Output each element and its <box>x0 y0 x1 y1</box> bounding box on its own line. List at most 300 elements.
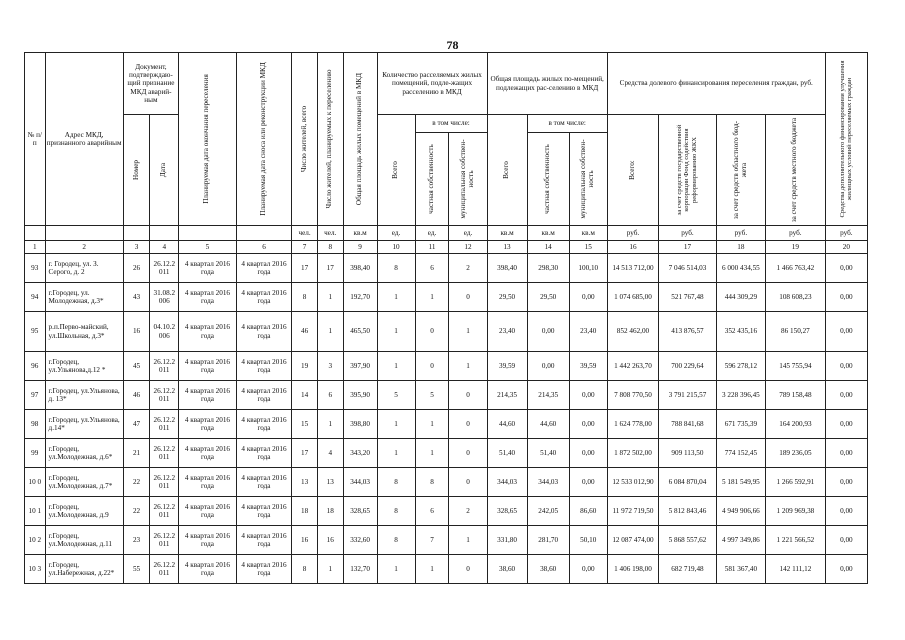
row-area-total: 395,90 <box>343 381 377 410</box>
row-rooms-municipal: 1 <box>449 312 487 352</box>
resettlement-table <box>24 52 868 584</box>
row-fin-total: 12 087 474,00 <box>607 526 658 555</box>
row-residents-planned: 1 <box>317 555 343 584</box>
row-number: 10 0 <box>25 468 46 497</box>
row-doc-number: 43 <box>123 283 150 312</box>
row-fin-fund: 7 046 514,03 <box>659 254 717 283</box>
row-fin-local: 789 158,48 <box>766 381 826 410</box>
row-area-private: 38,60 <box>527 555 569 584</box>
unit-cell: кв.м <box>569 226 607 241</box>
row-doc-date: 26.12.2 011 <box>150 468 179 497</box>
row-area-sub-total: 214,35 <box>487 381 527 410</box>
row-area-total: 132,70 <box>343 555 377 584</box>
row-planned-resettle: 4 квартал 2016 года <box>179 468 237 497</box>
header-extra-funding: Средства дополнительного финансирования улучшения жилищных условий переселяемых граждан <box>825 53 867 226</box>
row-doc-date: 26.12.2 011 <box>150 254 179 283</box>
row-planned-demolish: 4 квартал 2016 года <box>236 410 292 439</box>
row-planned-demolish: 4 квартал 2016 года <box>236 555 292 584</box>
row-fin-local: 1 466 763,42 <box>766 254 826 283</box>
row-rooms-private: 1 <box>415 555 449 584</box>
row-planned-resettle: 4 квартал 2016 года <box>179 283 237 312</box>
row-rooms-municipal: 0 <box>449 468 487 497</box>
row-area-municipal: 86,60 <box>569 497 607 526</box>
column-number: 11 <box>415 241 449 254</box>
row-area-municipal: 50,10 <box>569 526 607 555</box>
row-area-private: 0,00 <box>527 352 569 381</box>
row-rooms-private: 1 <box>415 439 449 468</box>
row-number: 97 <box>25 381 46 410</box>
unit-cell: руб. <box>716 226 765 241</box>
row-doc-date: 26.12.2 011 <box>150 555 179 584</box>
row-rooms-total: 1 <box>377 352 415 381</box>
row-fin-extra: 0,00 <box>825 410 867 439</box>
row-fin-regional: 352 435,16 <box>716 312 765 352</box>
row-doc-number: 46 <box>123 381 150 410</box>
row-rooms-private: 7 <box>415 526 449 555</box>
unit-cell <box>179 226 237 241</box>
row-area-private: 0,00 <box>527 312 569 352</box>
row-fin-fund: 521 767,48 <box>659 283 717 312</box>
column-number: 13 <box>487 241 527 254</box>
row-doc-number: 21 <box>123 439 150 468</box>
row-rooms-private: 6 <box>415 254 449 283</box>
row-rooms-total: 1 <box>377 283 415 312</box>
row-planned-resettle: 4 квартал 2016 года <box>179 381 237 410</box>
unit-cell <box>236 226 292 241</box>
row-residents-total: 8 <box>292 283 318 312</box>
row-number: 98 <box>25 410 46 439</box>
row-rooms-municipal: 2 <box>449 497 487 526</box>
row-fin-total: 1 624 778,00 <box>607 410 658 439</box>
row-doc-number: 23 <box>123 526 150 555</box>
row-fin-regional: 671 735,39 <box>716 410 765 439</box>
row-doc-date: 26.12.2 011 <box>150 439 179 468</box>
row-fin-local: 108 608,23 <box>766 283 826 312</box>
row-rooms-private: 1 <box>415 283 449 312</box>
row-planned-demolish: 4 квартал 2016 года <box>236 352 292 381</box>
unit-cell: чел. <box>317 226 343 241</box>
row-residents-total: 17 <box>292 439 318 468</box>
header-rooms-municipal: муниципальная собствен-ность <box>449 133 487 226</box>
column-numbers-row <box>25 241 868 254</box>
row-doc-date: 26.12.2 011 <box>150 352 179 381</box>
row-area-sub-total: 39,59 <box>487 352 527 381</box>
row-fin-local: 145 755,94 <box>766 352 826 381</box>
column-number: 15 <box>569 241 607 254</box>
row-doc-number: 26 <box>123 254 150 283</box>
row-area-sub-total: 344,03 <box>487 468 527 497</box>
header-residents-planned: Число жителей, планируемых к переселению <box>317 53 343 226</box>
row-rooms-private: 6 <box>415 497 449 526</box>
row-rooms-total: 1 <box>377 555 415 584</box>
row-fin-regional: 5 181 549,95 <box>716 468 765 497</box>
header-doc-date: Дата <box>150 115 179 226</box>
row-area-private: 29,50 <box>527 283 569 312</box>
row-area-municipal: 100,10 <box>569 254 607 283</box>
row-fin-local: 189 236,05 <box>766 439 826 468</box>
row-doc-number: 22 <box>123 468 150 497</box>
row-doc-date: 26.12.2 011 <box>150 526 179 555</box>
row-rooms-total: 8 <box>377 497 415 526</box>
row-area-municipal: 0,00 <box>569 410 607 439</box>
table-row <box>25 497 868 526</box>
column-number: 17 <box>659 241 717 254</box>
row-rooms-total: 1 <box>377 410 415 439</box>
row-residents-planned: 3 <box>317 352 343 381</box>
row-doc-date: 04.10.2 006 <box>150 312 179 352</box>
unit-cell <box>25 226 46 241</box>
row-fin-regional: 6 000 434,55 <box>716 254 765 283</box>
row-area-municipal: 23,40 <box>569 312 607 352</box>
row-fin-extra: 0,00 <box>825 555 867 584</box>
header-residents-total: Число жителей, всего <box>292 53 318 226</box>
row-area-private: 242,05 <box>527 497 569 526</box>
row-residents-total: 15 <box>292 410 318 439</box>
row-fin-fund: 788 841,68 <box>659 410 717 439</box>
column-number: 19 <box>766 241 826 254</box>
row-address: г.Городец, ул.Ульянова, д. 13* <box>45 381 123 410</box>
unit-cell: ед. <box>377 226 415 241</box>
row-fin-total: 1 872 502,00 <box>607 439 658 468</box>
row-residents-planned: 1 <box>317 312 343 352</box>
row-fin-fund: 413 876,57 <box>659 312 717 352</box>
column-number: 9 <box>343 241 377 254</box>
row-rooms-municipal: 1 <box>449 352 487 381</box>
row-fin-fund: 5 868 557,62 <box>659 526 717 555</box>
row-fin-regional: 596 278,12 <box>716 352 765 381</box>
row-area-total: 328,65 <box>343 497 377 526</box>
row-fin-regional: 4 997 349,86 <box>716 526 765 555</box>
row-doc-number: 55 <box>123 555 150 584</box>
table-row <box>25 439 868 468</box>
table-row <box>25 312 868 352</box>
row-fin-local: 142 111,12 <box>766 555 826 584</box>
row-residents-planned: 6 <box>317 381 343 410</box>
column-number: 5 <box>179 241 237 254</box>
header-rooms-group: Количество расселяемых жилых помещений, подле-жащих расселению в МКД <box>377 53 487 115</box>
row-fin-local: 1 209 969,38 <box>766 497 826 526</box>
row-fin-total: 14 513 712,00 <box>607 254 658 283</box>
header-fin-local: за счет средств местного бюджета <box>766 115 826 226</box>
row-planned-demolish: 4 квартал 2016 года <box>236 468 292 497</box>
header-row-2 <box>25 115 868 133</box>
row-address: г.Городец, ул.Молодежная, д.9 <box>45 497 123 526</box>
header-fin-total: Всего: <box>607 115 658 226</box>
header-document: Документ, подтверждаю-щий признание МКД аварий-ным <box>123 53 179 115</box>
row-area-private: 214,35 <box>527 381 569 410</box>
row-residents-planned: 13 <box>317 468 343 497</box>
row-area-total: 344,03 <box>343 468 377 497</box>
row-residents-planned: 1 <box>317 283 343 312</box>
row-planned-resettle: 4 квартал 2016 года <box>179 526 237 555</box>
unit-cell <box>45 226 123 241</box>
row-doc-date: 26.12.2 011 <box>150 410 179 439</box>
table-row <box>25 254 868 283</box>
row-doc-number: 16 <box>123 312 150 352</box>
column-number: 12 <box>449 241 487 254</box>
header-planned-demolish: Планируемая дата сноса или реконструкции МКД <box>236 53 292 226</box>
row-address: р.п.Перво-майский, ул.Школьная, д.3* <box>45 312 123 352</box>
table-row <box>25 526 868 555</box>
row-planned-resettle: 4 квартал 2016 года <box>179 254 237 283</box>
row-area-private: 281,70 <box>527 526 569 555</box>
row-doc-date: 31.08.2 006 <box>150 283 179 312</box>
row-number: 10 2 <box>25 526 46 555</box>
row-fin-extra: 0,00 <box>825 526 867 555</box>
column-number: 18 <box>716 241 765 254</box>
row-planned-resettle: 4 квартал 2016 года <box>179 352 237 381</box>
header-area-total: Общая площадь жилых помещений в МКД <box>343 53 377 226</box>
row-area-total: 332,60 <box>343 526 377 555</box>
row-fin-fund: 682 719,48 <box>659 555 717 584</box>
row-planned-resettle: 4 квартал 2016 года <box>179 410 237 439</box>
row-number: 95 <box>25 312 46 352</box>
row-fin-total: 7 808 770,50 <box>607 381 658 410</box>
row-fin-total: 12 533 012,90 <box>607 468 658 497</box>
unit-cell: руб. <box>825 226 867 241</box>
unit-cell: чел. <box>292 226 318 241</box>
row-residents-total: 46 <box>292 312 318 352</box>
unit-cell: руб. <box>659 226 717 241</box>
row-area-private: 51,40 <box>527 439 569 468</box>
column-number: 3 <box>123 241 150 254</box>
row-area-municipal: 0,00 <box>569 283 607 312</box>
row-area-total: 343,20 <box>343 439 377 468</box>
row-fin-regional: 4 949 906,66 <box>716 497 765 526</box>
column-number: 7 <box>292 241 318 254</box>
row-fin-regional: 581 367,40 <box>716 555 765 584</box>
row-residents-total: 14 <box>292 381 318 410</box>
row-area-private: 44,60 <box>527 410 569 439</box>
column-number: 4 <box>150 241 179 254</box>
row-fin-total: 11 972 719,50 <box>607 497 658 526</box>
row-rooms-municipal: 0 <box>449 439 487 468</box>
row-fin-extra: 0,00 <box>825 497 867 526</box>
row-residents-total: 8 <box>292 555 318 584</box>
header-fin-regional: за счет средств областного бюд-жета <box>716 115 765 226</box>
column-number: 6 <box>236 241 292 254</box>
row-fin-local: 164 200,93 <box>766 410 826 439</box>
row-number: 10 3 <box>25 555 46 584</box>
row-fin-local: 1 221 566,52 <box>766 526 826 555</box>
row-planned-resettle: 4 квартал 2016 года <box>179 439 237 468</box>
table-body <box>25 254 868 584</box>
row-fin-local: 1 266 592,91 <box>766 468 826 497</box>
row-address: г.Городец, ул.Молодежная, д.11 <box>45 526 123 555</box>
header-fin-fund: за счет средств государственной корпорации Фонд содействия реформированию ЖКХ <box>659 115 717 226</box>
header-no: № п/ п <box>25 53 46 226</box>
header-address: Адрес МКД, признанного аварийным <box>45 53 123 226</box>
row-planned-resettle: 4 квартал 2016 года <box>179 497 237 526</box>
header-rooms-private: частная собственность <box>415 133 449 226</box>
units-row <box>25 226 868 241</box>
row-rooms-total: 5 <box>377 381 415 410</box>
column-number: 20 <box>825 241 867 254</box>
row-address: г.Городец, ул.Набережная, д.22* <box>45 555 123 584</box>
unit-cell: ед. <box>415 226 449 241</box>
row-residents-total: 19 <box>292 352 318 381</box>
row-fin-fund: 3 791 215,57 <box>659 381 717 410</box>
row-planned-demolish: 4 квартал 2016 года <box>236 254 292 283</box>
row-planned-demolish: 4 квартал 2016 года <box>236 526 292 555</box>
row-doc-date: 26.12.2 011 <box>150 497 179 526</box>
page-number: 78 <box>446 38 459 52</box>
column-number: 10 <box>377 241 415 254</box>
unit-cell: руб. <box>607 226 658 241</box>
row-planned-demolish: 4 квартал 2016 года <box>236 283 292 312</box>
table-row <box>25 283 868 312</box>
unit-cell <box>123 226 150 241</box>
row-residents-planned: 4 <box>317 439 343 468</box>
row-residents-planned: 16 <box>317 526 343 555</box>
row-rooms-total: 8 <box>377 254 415 283</box>
row-area-total: 397,90 <box>343 352 377 381</box>
header-planned-resettle: Планируемая дата окончания переселения <box>179 53 237 226</box>
row-rooms-total: 1 <box>377 312 415 352</box>
header-area-group: Общая площадь жилых по-мещений, подлежащих рас-селению в МКД <box>487 53 607 115</box>
row-area-total: 398,40 <box>343 254 377 283</box>
unit-cell: ед. <box>449 226 487 241</box>
row-area-sub-total: 38,60 <box>487 555 527 584</box>
row-fin-extra: 0,00 <box>825 254 867 283</box>
row-fin-total: 1 406 198,00 <box>607 555 658 584</box>
row-fin-extra: 0,00 <box>825 312 867 352</box>
column-number: 14 <box>527 241 569 254</box>
row-address: г.Городец, ул.Молодежная, д.7* <box>45 468 123 497</box>
header-area-municipal: муниципальная собствен-ность <box>569 133 607 226</box>
row-residents-total: 18 <box>292 497 318 526</box>
row-fin-fund: 5 812 843,46 <box>659 497 717 526</box>
column-number: 1 <box>25 241 46 254</box>
row-area-sub-total: 398,40 <box>487 254 527 283</box>
row-doc-date: 26.12.2 011 <box>150 381 179 410</box>
row-residents-planned: 18 <box>317 497 343 526</box>
row-number: 93 <box>25 254 46 283</box>
row-fin-regional: 444 309,29 <box>716 283 765 312</box>
row-rooms-private: 0 <box>415 352 449 381</box>
row-area-municipal: 0,00 <box>569 555 607 584</box>
row-area-sub-total: 23,40 <box>487 312 527 352</box>
header-rooms-including: в том числе: <box>415 115 487 133</box>
row-area-sub-total: 51,40 <box>487 439 527 468</box>
row-doc-number: 47 <box>123 410 150 439</box>
row-fin-total: 1 442 263,70 <box>607 352 658 381</box>
row-area-private: 298,30 <box>527 254 569 283</box>
row-address: г. Городец, ул. З. Серого, д. 2 <box>45 254 123 283</box>
row-fin-fund: 909 113,50 <box>659 439 717 468</box>
row-area-total: 398,80 <box>343 410 377 439</box>
row-rooms-municipal: 0 <box>449 555 487 584</box>
row-number: 96 <box>25 352 46 381</box>
header-row-1 <box>25 53 868 115</box>
row-fin-total: 1 074 685,00 <box>607 283 658 312</box>
table-row <box>25 381 868 410</box>
table-row <box>25 555 868 584</box>
header-area-including: в том числе: <box>527 115 607 133</box>
row-doc-number: 45 <box>123 352 150 381</box>
header-rooms-total: Всего <box>377 115 415 226</box>
row-fin-fund: 6 084 870,04 <box>659 468 717 497</box>
row-rooms-municipal: 0 <box>449 283 487 312</box>
row-area-municipal: 0,00 <box>569 468 607 497</box>
header-doc-number: Номер <box>123 115 150 226</box>
row-address: г.Городец, ул.Молодежная, д.6* <box>45 439 123 468</box>
row-fin-extra: 0,00 <box>825 381 867 410</box>
row-rooms-private: 8 <box>415 468 449 497</box>
row-planned-demolish: 4 квартал 2016 года <box>236 439 292 468</box>
row-planned-demolish: 4 квартал 2016 года <box>236 381 292 410</box>
unit-cell: кв.м <box>487 226 527 241</box>
row-rooms-private: 5 <box>415 381 449 410</box>
row-residents-total: 17 <box>292 254 318 283</box>
row-area-private: 344,03 <box>527 468 569 497</box>
column-number: 8 <box>317 241 343 254</box>
row-area-municipal: 0,00 <box>569 439 607 468</box>
row-fin-fund: 700 229,64 <box>659 352 717 381</box>
row-fin-regional: 774 152,45 <box>716 439 765 468</box>
unit-cell: руб. <box>766 226 826 241</box>
row-number: 99 <box>25 439 46 468</box>
table-row <box>25 352 868 381</box>
row-rooms-private: 1 <box>415 410 449 439</box>
unit-cell <box>150 226 179 241</box>
row-number: 10 1 <box>25 497 46 526</box>
row-fin-extra: 0,00 <box>825 439 867 468</box>
row-fin-total: 852 462,00 <box>607 312 658 352</box>
header-area-private: частная собственность <box>527 133 569 226</box>
row-area-total: 192,70 <box>343 283 377 312</box>
row-residents-planned: 1 <box>317 410 343 439</box>
row-area-sub-total: 331,80 <box>487 526 527 555</box>
table-row <box>25 468 868 497</box>
column-number: 2 <box>45 241 123 254</box>
row-rooms-municipal: 2 <box>449 254 487 283</box>
row-rooms-municipal: 0 <box>449 410 487 439</box>
row-residents-planned: 17 <box>317 254 343 283</box>
table-row <box>25 410 868 439</box>
row-number: 94 <box>25 283 46 312</box>
column-number: 16 <box>607 241 658 254</box>
row-residents-total: 13 <box>292 468 318 497</box>
row-area-sub-total: 29,50 <box>487 283 527 312</box>
header-funding-group: Средства долевого финансирования переселения граждан, руб. <box>607 53 825 115</box>
row-planned-demolish: 4 квартал 2016 года <box>236 497 292 526</box>
header-area-sub-total: Всего <box>487 115 527 226</box>
row-fin-local: 86 150,27 <box>766 312 826 352</box>
row-address: г.Городец, ул.Ульянова, д.14* <box>45 410 123 439</box>
row-address: г.Городец, ул. Молодежная, д.3* <box>45 283 123 312</box>
row-rooms-municipal: 1 <box>449 526 487 555</box>
row-planned-resettle: 4 квартал 2016 года <box>179 555 237 584</box>
row-area-sub-total: 44,60 <box>487 410 527 439</box>
row-residents-total: 16 <box>292 526 318 555</box>
row-address: г.Городец, ул.Ульянова,д.12 * <box>45 352 123 381</box>
row-rooms-municipal: 0 <box>449 381 487 410</box>
row-area-municipal: 0,00 <box>569 381 607 410</box>
row-doc-number: 22 <box>123 497 150 526</box>
row-rooms-private: 0 <box>415 312 449 352</box>
row-rooms-total: 8 <box>377 526 415 555</box>
row-area-sub-total: 328,65 <box>487 497 527 526</box>
row-fin-extra: 0,00 <box>825 352 867 381</box>
row-fin-extra: 0,00 <box>825 283 867 312</box>
row-fin-regional: 3 228 396,45 <box>716 381 765 410</box>
unit-cell: кв.м <box>527 226 569 241</box>
row-rooms-total: 1 <box>377 439 415 468</box>
row-area-total: 465,50 <box>343 312 377 352</box>
row-planned-resettle: 4 квартал 2016 года <box>179 312 237 352</box>
unit-cell: кв.м <box>343 226 377 241</box>
